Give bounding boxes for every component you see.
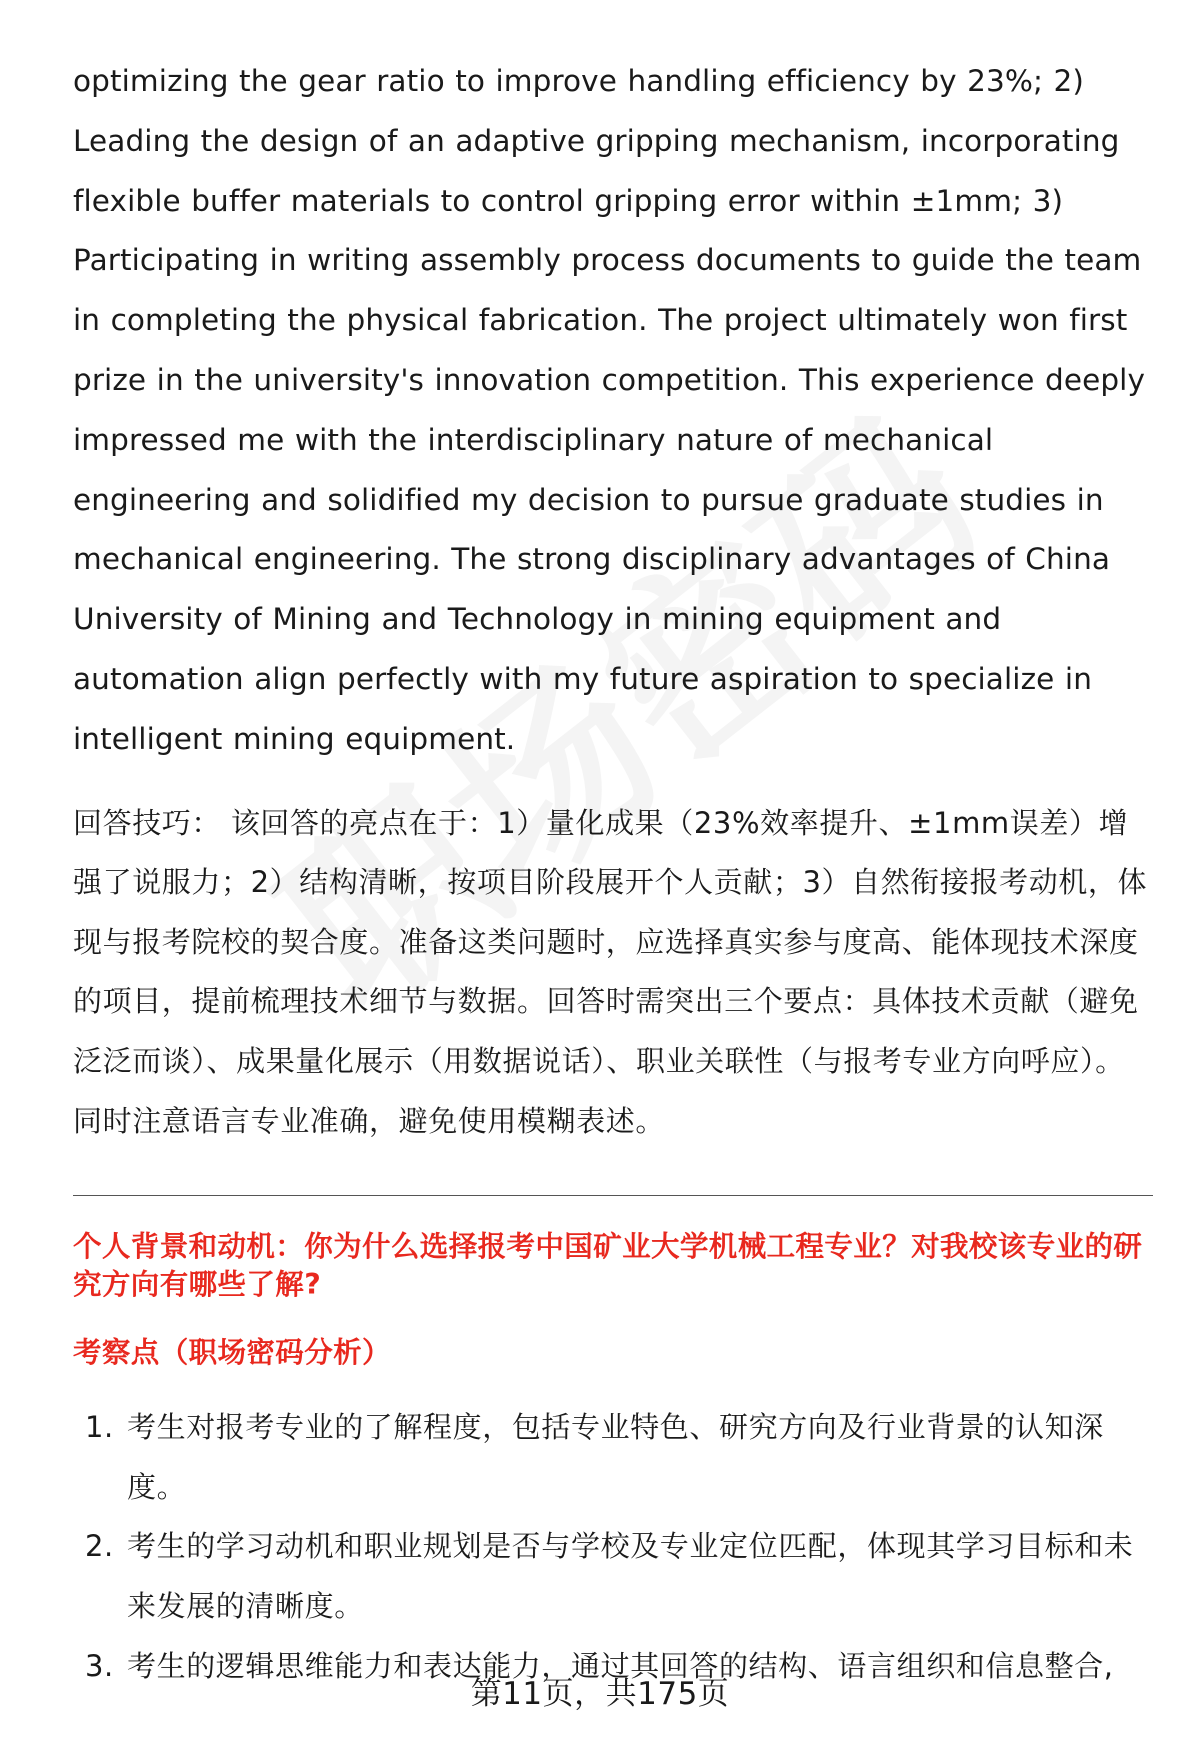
focus-points-list — [73, 1398, 1153, 1696]
document-page — [73, 52, 1153, 1696]
list-item-number: 2. — [85, 1529, 114, 1564]
answer-tip-paragraph: 回答技巧： 该回答的亮点在于：1）量化成果（23%效率提升、±1mm误差）增强了说服力；2）结构清晰，按项目阶段展开个人贡献；3）自然衔接报考动机，体现与报考院校的契合度。准备这类问题时，应选择真实参与度高、能体现技术深度的项目，提前梳理技术细节与数据。回答时需突出三个要点：具体技术贡献（避免泛泛而谈）、成果量化展示（用数据说话）、职业关联性（与报考专业方向呼应）。同时注意语言专业准确，避免使用模糊表述。 — [73, 805, 1148, 1138]
page-number-footer: 第11页，共175页 — [470, 1676, 730, 1712]
list-item-text: 考生对报考专业的了解程度，包括专业特色、研究方向及行业背景的认知深度。 — [127, 1410, 1104, 1504]
list-item-text: 考生的逻辑思维能力和表达能力，通过其回答的结构、语言组织和信息整合, — [127, 1648, 1114, 1683]
answer-paragraph: optimizing the gear ratio to improve handling efficiency by 23%; 2) Leading the design of an adaptive gripping mechanism, incorporating flexible buffer materials to control gripping error within ±1mm; 3) Participating in writing assembly process documents to guide the team in completing the physical fabrication. The project ultimately won first prize in the university's innovation competition. This experience deeply impressed me with the interdisciplinary nature of mechanical engineering and solidified my decision to pursue graduate studies in mechanical engineering. The strong disciplinary advantages of China University of Mining and Technology in mining equipment and automation align perfectly with my future aspiration to specialize in intelligent mining equipment. — [73, 64, 1145, 756]
list-item-number: 3. — [85, 1648, 114, 1683]
list-item — [73, 1398, 1153, 1517]
section-divider — [73, 1195, 1153, 1196]
list-item-number: 1. — [85, 1410, 114, 1445]
focus-heading: 考察点（职场密码分析） — [73, 1336, 391, 1370]
list-item-text: 考生的学习动机和职业规划是否与学校及专业定位匹配，体现其学习目标和未来发展的清晰度。 — [127, 1529, 1134, 1623]
question-heading: 个人背景和动机：你为什么选择报考中国矿业大学机械工程专业？对我校该专业的研究方向有哪些了解? — [73, 1230, 1143, 1302]
list-item — [73, 1517, 1153, 1636]
